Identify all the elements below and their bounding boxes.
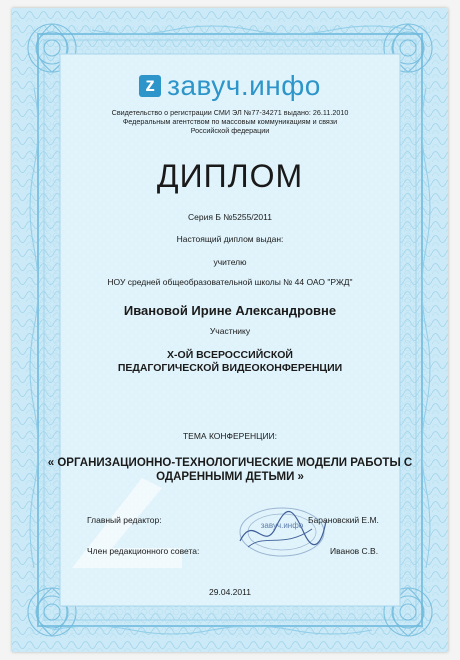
registration-line: Федеральным агентством по массовым коммуникациям и связи: [122, 117, 338, 126]
signature-stamp: [234, 503, 330, 561]
event-title-line: Х-ОЙ ВСЕРОССИЙСКОЙ: [167, 349, 293, 361]
theme-line: ОДАРЕННЫМИ ДЕТЬМИ »: [156, 471, 304, 483]
registration-line: Свидетельство о регистрации СМИ ЭЛ №77-34271 выдано: 26.11.2010: [111, 108, 349, 117]
site-logo: [12, 70, 448, 102]
participant-status: Участнику: [209, 326, 251, 336]
school-name: НОУ средней общеобразовательной школы № 44 ОАО "РЖД": [107, 277, 353, 287]
issue-date: 29.04.2011: [209, 587, 251, 597]
editor-label: Главный редактор:: [87, 515, 162, 525]
diploma-sheet: [12, 8, 448, 652]
conference-theme: [12, 456, 448, 484]
registration-line: Российской федерации: [190, 126, 270, 135]
issued-to-label: Настоящий диплом выдан:: [176, 234, 284, 244]
logo-text: завуч.инфо: [167, 70, 321, 101]
recipient-role: учителю: [213, 257, 247, 267]
theme-label: ТЕМА КОНФЕРЕНЦИИ:: [182, 431, 278, 441]
event-title: [12, 349, 448, 375]
council-member-label: Член редакционного совета:: [87, 546, 200, 556]
theme-line: « ОРГАНИЗАЦИОННО-ТЕХНОЛОГИЧЕСКИЕ МОДЕЛИ РАБОТЫ С: [47, 457, 413, 469]
editor-name: Барановский Е.М.: [308, 515, 379, 525]
logo-mark-icon: z: [139, 75, 161, 97]
registration-info: [12, 108, 448, 135]
stamp-text: завуч.инфо: [260, 521, 304, 530]
recipient-name: Ивановой Ирине Александровне: [123, 303, 337, 318]
diploma-title: ДИПЛОМ: [156, 158, 304, 194]
series-number: Серия Б №5255/2011: [188, 212, 272, 222]
event-title-line: ПЕДАГОГИЧЕСКОЙ ВИДЕОКОНФЕРЕНЦИИ: [117, 362, 343, 374]
council-member-name: Иванов С.В.: [330, 546, 379, 556]
